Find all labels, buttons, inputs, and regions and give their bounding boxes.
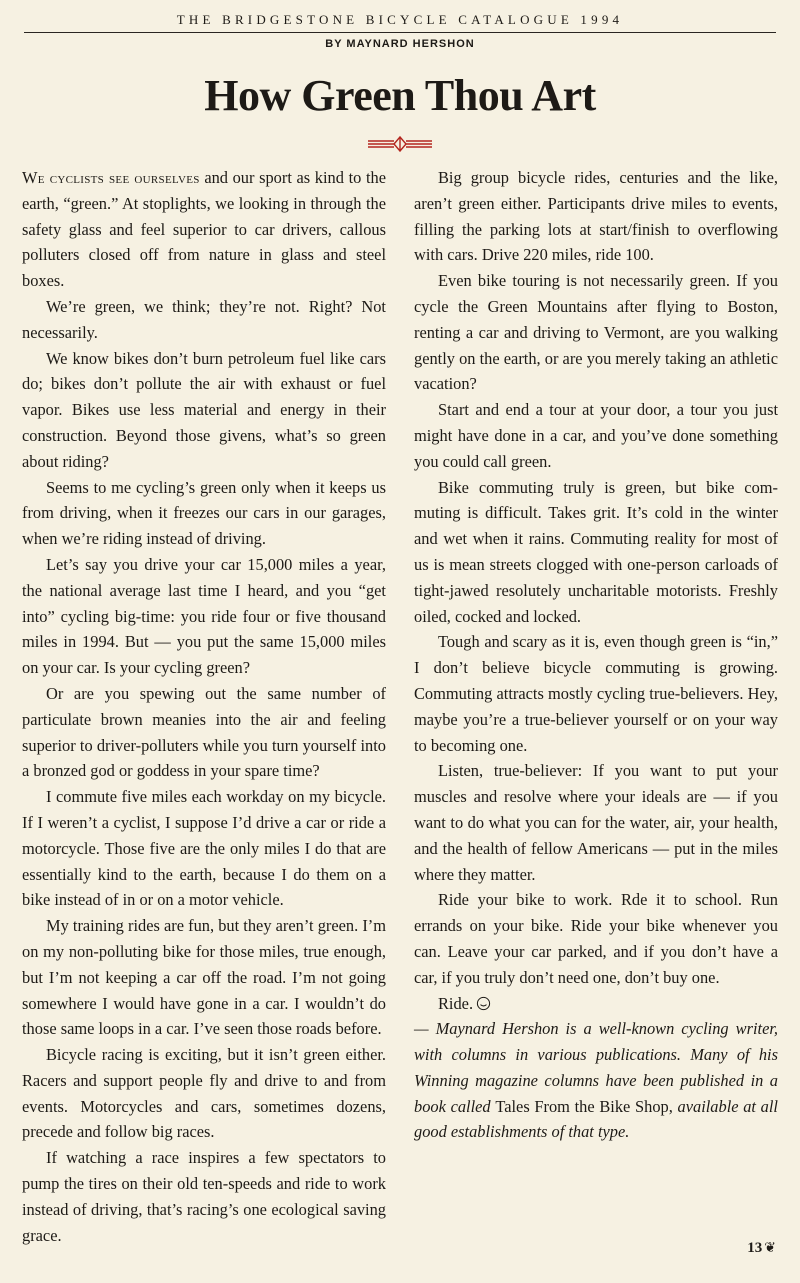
article-title: How Green Thou Art (204, 71, 596, 120)
title-ornament-icon (366, 135, 434, 153)
paragraph-text: Ride. (438, 993, 474, 1013)
sprig-ornament-icon: ❦ (764, 1241, 776, 1256)
article-column-right (414, 165, 778, 1145)
paragraph: We’re green, we think; they’re not. Right? Not necessarily. (22, 296, 386, 342)
paragraph: Ride your bike to work. Rde it to school. Run errands on your bike. Ride your bike whenever you can. Leave your car parked, and if you don’t have a car, if you truly don’t need one, don’t buy one. (414, 890, 778, 987)
paragraph: If watching a race inspires a few spectators to pump the tires on their old ten-speeds and ride to work instead of driving, that’s racing’s one ecological saving grace. (22, 1148, 386, 1245)
paragraph (414, 991, 778, 1017)
bio-text: — Maynard Hershon is a well-known cycling writer, with columns in various publications. Many of his Winning magazine columns have been published in a book called (414, 1019, 778, 1116)
paragraph-text: and our sport as kind to the earth, “green.” At stoplights, we looking in through the safety glass and feel superior to car drivers, callous polluters closed off from nature in glass and steel boxes. (22, 168, 386, 291)
bio-text: available at all good establishments of that type. (414, 1096, 778, 1142)
article-column-left (22, 165, 386, 1248)
paragraph: Start and end a tour at your door, a tour you just might have done in a car, and you’ve done something you could call green. (414, 400, 778, 471)
lead-in: We cyclists see ourselves (22, 168, 200, 187)
paragraph: Listen, true-believer: If you want to put your muscles and resolve where your ideals are — if you want to do what you can for the water, air, your health, and the health of fellow Americans — put in the miles where they matter. (414, 761, 778, 884)
byline: BY MAYNARD HERSHON (325, 38, 475, 50)
paragraph: I commute five miles each workday on my bicycle. If I weren’t a cyclist, I suppose I’d drive a car or ride a motorcycle. Those five are the only miles I do that are essentially kind to the earth, because I do them on a bike instead of in or on a motor vehicle. (22, 787, 386, 910)
smiley-icon (476, 996, 491, 1011)
page-number (747, 1240, 776, 1257)
page-number-text: 13 (747, 1240, 763, 1256)
paragraph: My training rides are fun, but they aren’t green. I’m on my non-polluting bike for those miles, true enough, but I’m not keeping a car off the road. I’m not going somewhere I would have gone in a car. I wouldn’t do those same loops in a car. I’ve seen those roads before. (22, 916, 386, 1039)
paragraph (22, 165, 386, 294)
paragraph: Seems to me cycling’s green only when it keeps us from driving, when it freezes our cars in our garages, when we’re riding instead of driving. (22, 477, 386, 549)
book-title: Tales From the Bike Shop, (495, 1096, 673, 1116)
paragraph: Let’s say you drive your car 15,000 miles a year, the national average last time I heard, and you “get into” cycling big-time: you ride four or five thousand miles in 1994. But — you put the same 15,000 miles on your car. Is your cycling green? (22, 554, 386, 678)
running-head: THE BRIDGESTONE BICYCLE CATALOGUE 1994 (24, 8, 776, 33)
paragraph: Even bike touring is not necessarily green. If you cycle the Green Mountains after flying to Boston, renting a car and driving to Vermont, are you walking gently on the earth, or are you merely taking an athletic vacation? (414, 271, 778, 394)
author-bio (414, 1016, 778, 1145)
paragraph: Bike commuting truly is green, but bike commuting is difficult. Takes grit. It’s cold in the winter and wet when it rains. Commuting reality for most of us is mean streets clogged with one-person carloads of tight-jawed resolutely uncharitable motorists. Freshly oiled, cocked and locked. (414, 477, 778, 626)
paragraph: Bicycle racing is exciting, but it isn’t green either. Racers and support people fly and drive to and from events. Motorcycles and cars, sometimes dozens, precede and follow big races. (22, 1045, 386, 1142)
paragraph: Tough and scary as it is, even though green is “in,” I don’t believe bicycle commuting is growing. Commuting attracts mostly cycling true-believers. Hey, maybe you’re a true-believer yourself or on your way to becoming one. (414, 632, 778, 755)
paragraph: Or are you spewing out the same number of particulate brown meanies into the air and feeling superior to driver-polluters while you turn yourself into a bronzed god or goddess in your spare time? (22, 683, 386, 781)
paragraph: We know bikes don’t burn petroleum fuel like cars do; bikes don’t pollute the air with exhaust or fuel vapor. Bikes use less material and energy in their construction. Beyond those givens, what’s so green about riding? (22, 348, 386, 471)
paragraph: Big group bicycle rides, centuries and the like, aren’t green either. Participants drive miles to events, filling the parking lots at start/finish to overflowing with cars. Drive 220 miles, ride 100. (414, 168, 778, 265)
